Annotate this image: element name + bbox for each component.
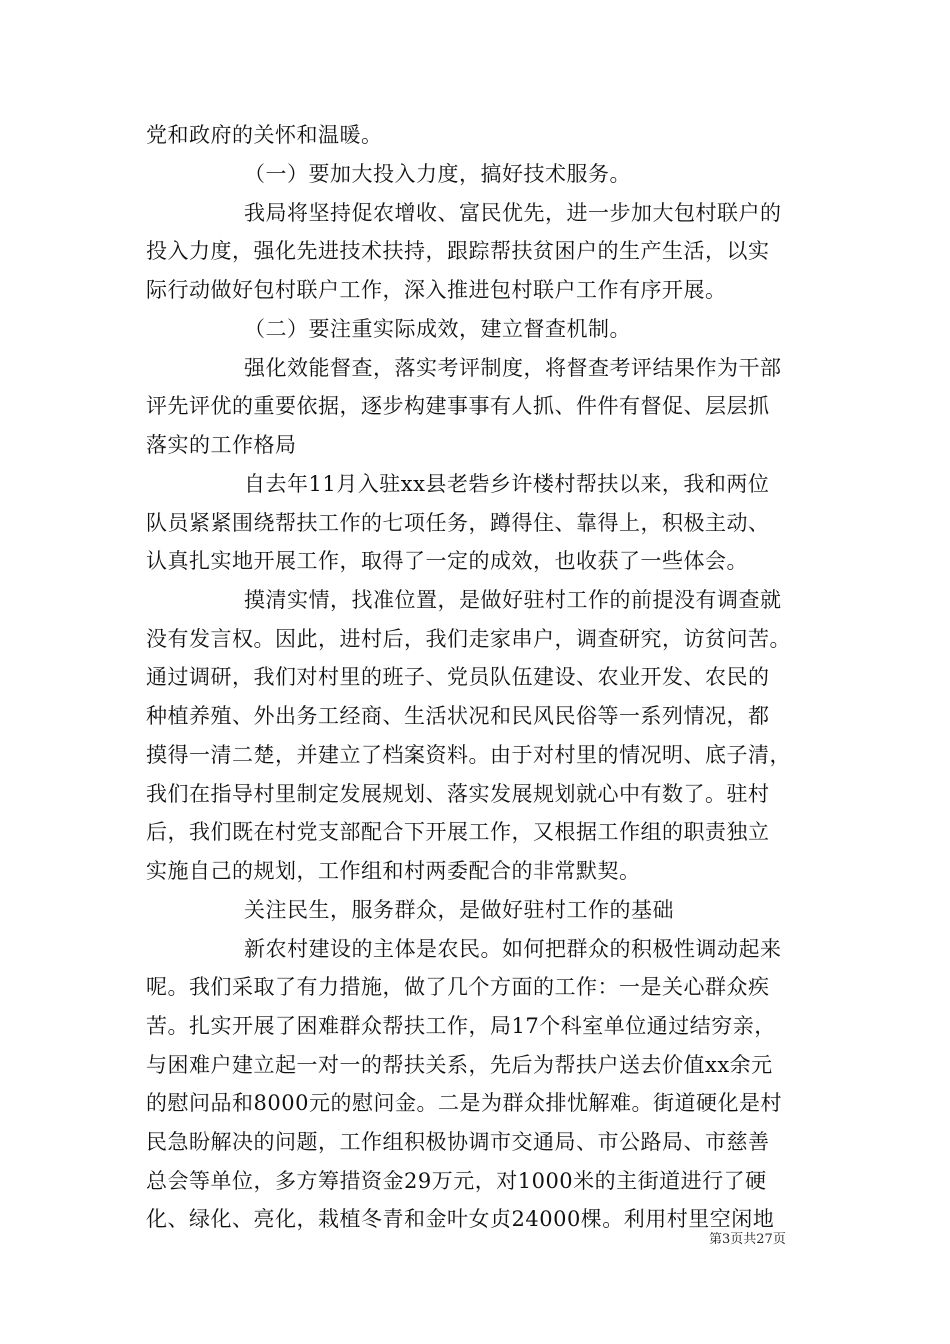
text-line: 强化效能督查，落实考评制度，将督查考评结果作为干部 xyxy=(244,356,782,380)
text-line: 苦。扎实开展了困难群众帮扶工作，局17个科室单位通过结穷亲， xyxy=(146,1014,776,1038)
section-heading: （二）要注重实际成效，建立督查机制。 xyxy=(244,317,631,341)
text-line: 际行动做好包村联户工作，深入推进包村联户工作有序开展。 xyxy=(146,278,727,302)
text-line: 评先评优的重要依据，逐步构建事事有人抓、件件有督促、层层抓 xyxy=(146,394,770,418)
section-heading: （一）要加大投入力度，搞好技术服务。 xyxy=(244,162,631,186)
text-line: 摸清实情，找准位置，是做好驻村工作的前提没有调查就 xyxy=(244,588,782,612)
text-line: 认真扎实地开展工作，取得了一定的成效，也收获了一些体会。 xyxy=(146,549,748,573)
text-line: 我们在指导村里制定发展规划、落实发展规划就心中有数了。驻村 xyxy=(146,782,770,806)
text-line: 没有发言权。因此，进村后，我们走家串户，调查研究，访贫问苦。 xyxy=(146,627,791,651)
text-line: 总会等单位，多方筹措资金29万元，对1000米的主街道进行了硬 xyxy=(146,1169,767,1193)
text-line: 后，我们既在村党支部配合下开展工作，又根据工作组的职责独立 xyxy=(146,820,770,844)
text-line: 摸得一清二楚，并建立了档案资料。由于对村里的情况明、底子清， xyxy=(146,743,791,767)
text-line: 自去年11月入驻xx县老砦乡许楼村帮扶以来，我和两位 xyxy=(244,472,770,496)
text-line: 与困难户建立起一对一的帮扶关系，先后为帮扶户送去价值xx余元 xyxy=(146,1053,773,1077)
text-line: 通过调研，我们对村里的班子、党员队伍建设、农业开发、农民的 xyxy=(146,665,770,689)
text-line: 新农村建设的主体是农民。如何把群众的积极性调动起来 xyxy=(244,937,782,961)
page-number: 第3页共27页 xyxy=(709,1232,786,1247)
text-line: 的慰问品和8000元的慰问金。二是为群众排忧解难。街道硬化是村 xyxy=(146,1091,782,1115)
text-line: 落实的工作格局 xyxy=(146,433,297,457)
text-line: 党和政府的关怀和温暖。 xyxy=(146,123,383,147)
text-line: 民急盼解决的问题，工作组积极协调市交通局、市公路局、市慈善 xyxy=(146,1130,770,1154)
text-line: 化、绿化、亮化，栽植冬青和金叶女贞24000棵。利用村里空闲地 xyxy=(146,1207,775,1231)
section-heading: 关注民生，服务群众，是做好驻村工作的基础 xyxy=(244,898,674,922)
text-line: 投入力度，强化先进技术扶持，跟踪帮扶贫困户的生产生活，以实 xyxy=(146,239,770,263)
text-line: 种植养殖、外出务工经商、生活状况和民风民俗等一系列情况，都 xyxy=(146,704,770,728)
text-line: 我局将坚持促农增收、富民优先，进一步加大包村联户的 xyxy=(244,201,782,225)
text-line: 队员紧紧围绕帮扶工作的七项任务，蹲得住、靠得上，积极主动、 xyxy=(146,511,770,535)
text-line: 实施自己的规划，工作组和村两委配合的非常默契。 xyxy=(146,859,641,883)
text-line: 呢。我们采取了有力措施，做了几个方面的工作：一是关心群众疾 xyxy=(146,975,770,999)
